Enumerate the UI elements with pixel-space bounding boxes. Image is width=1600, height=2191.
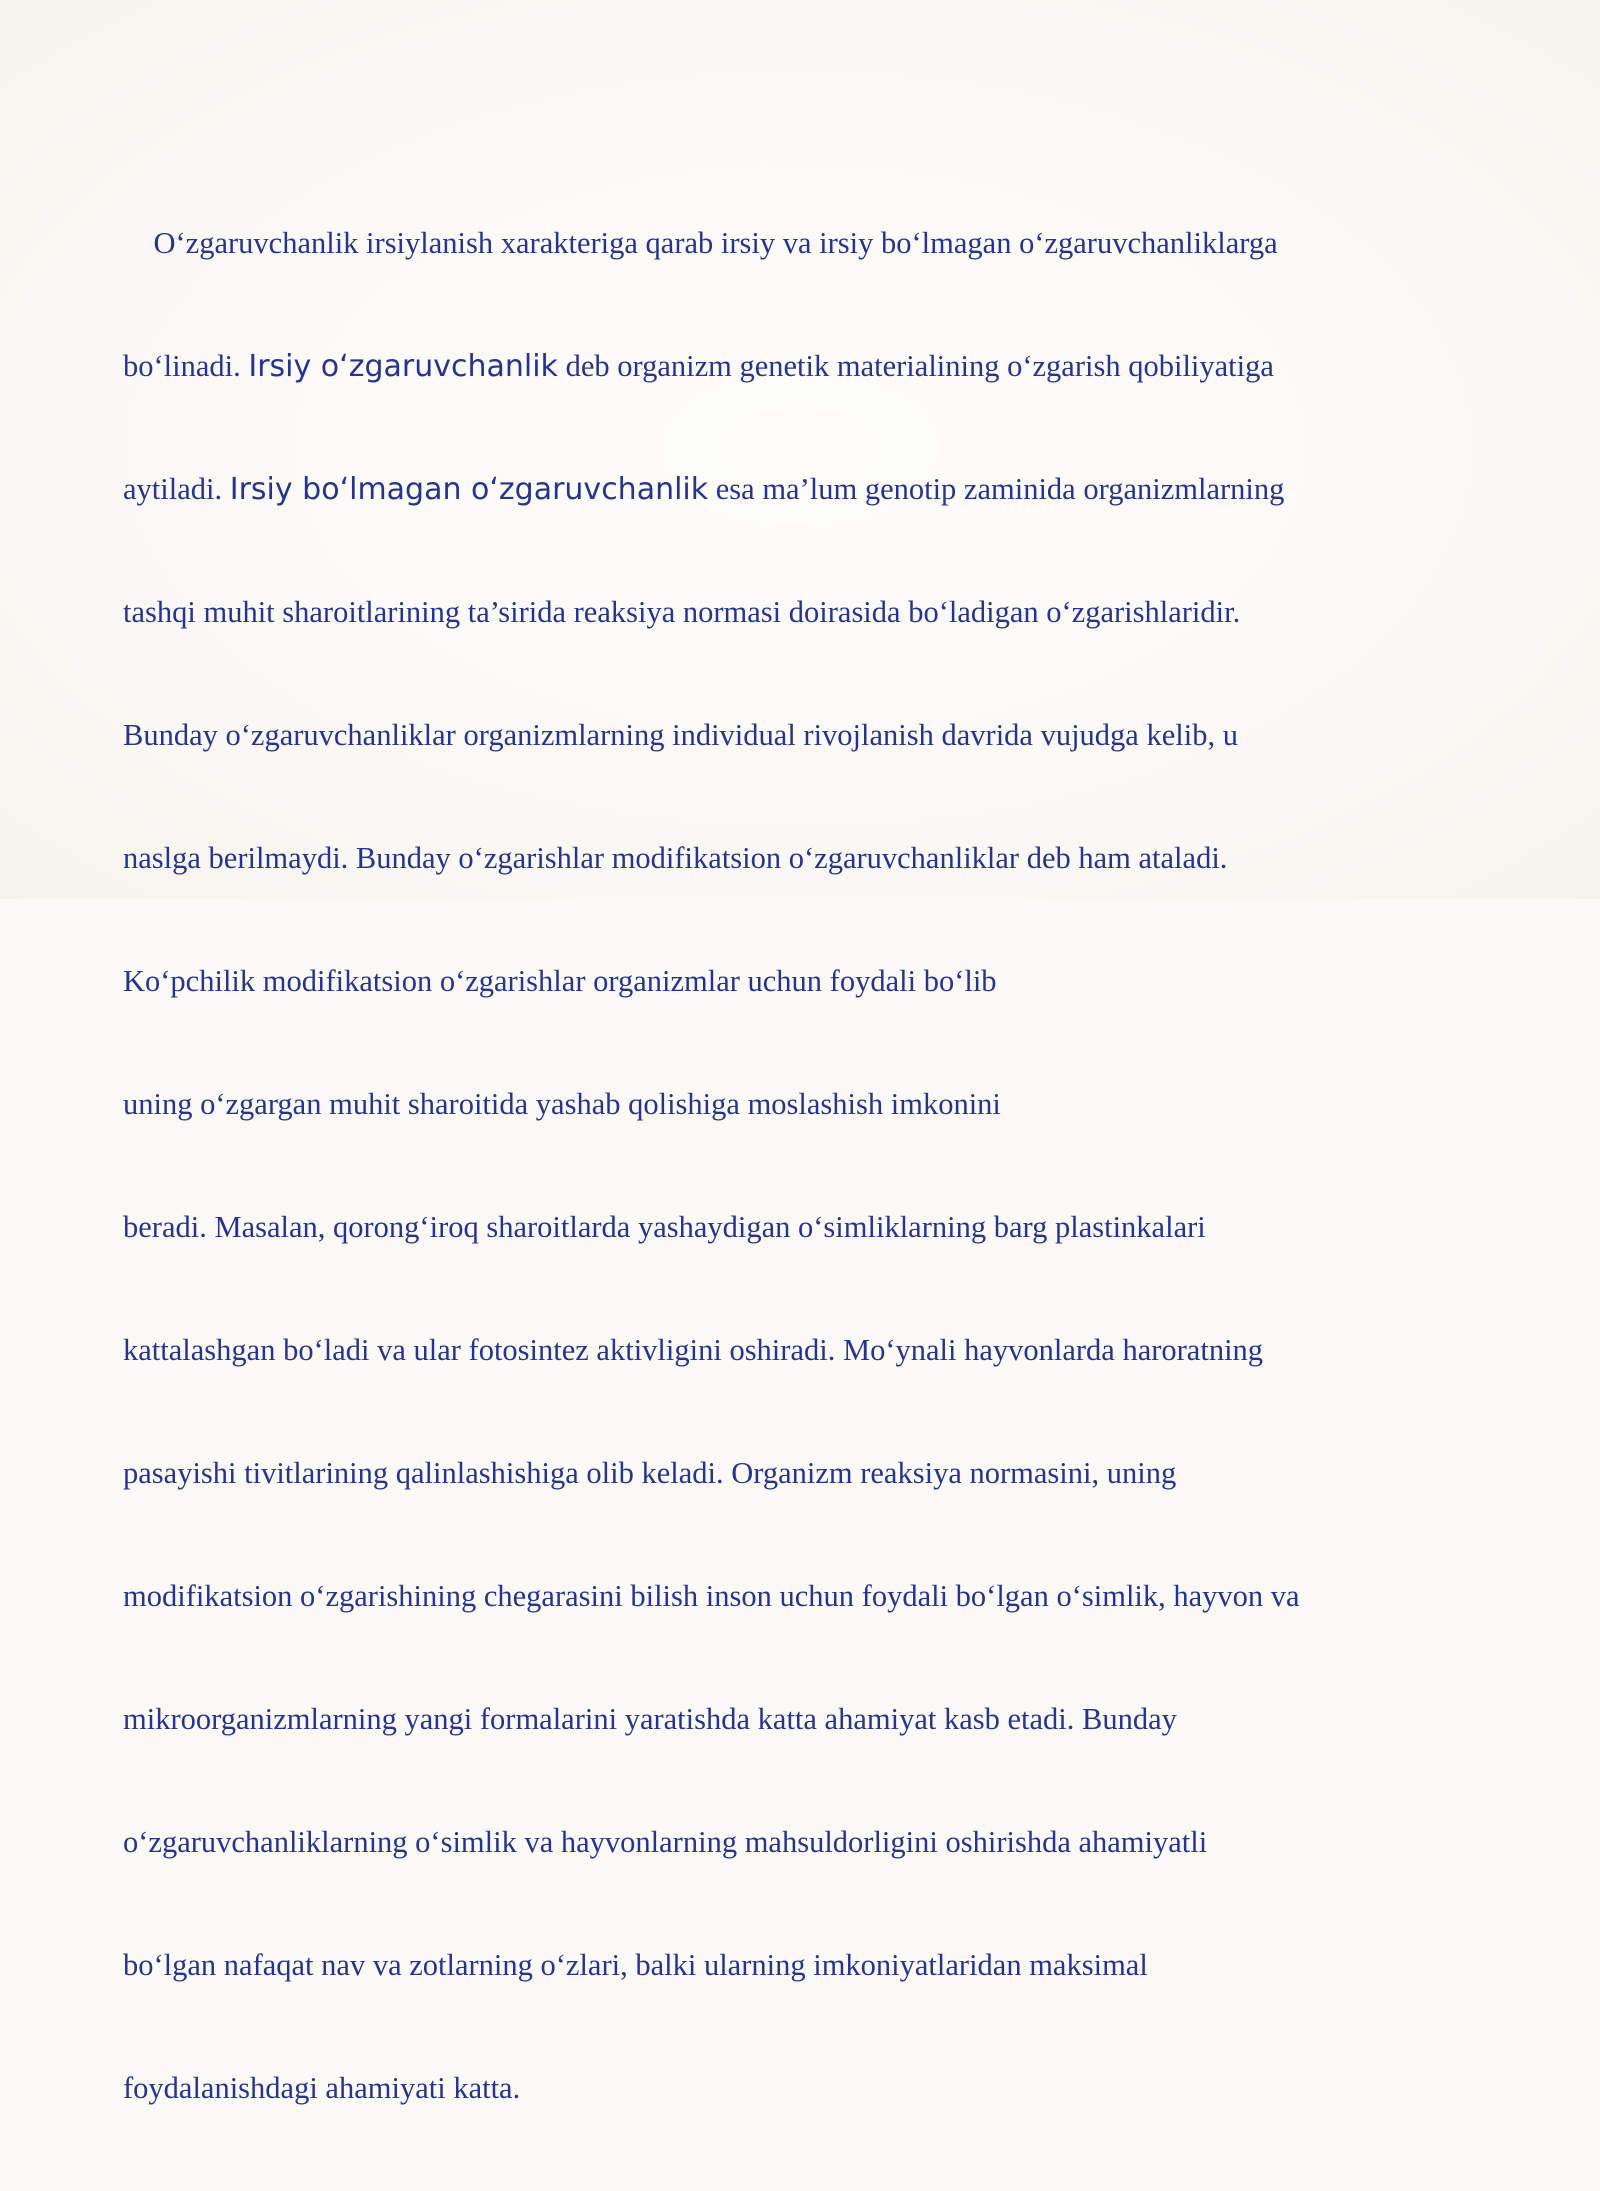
- text-line: [123, 469, 1453, 510]
- text-line: naslga berilmaydi. Bunday o‘zgarishlar modifikatsion o‘zgaruvchanliklar deb ham ataladi.: [123, 841, 1228, 875]
- term-heritable-variability: Irsiy o‘zgaruvchanlik: [248, 349, 558, 384]
- text-line: Bunday o‘zgaruvchanliklar organizmlarning individual rivojlanish davrida vujudga kelib, u: [123, 718, 1238, 752]
- text-line: uning o‘zgargan muhit sharoitida yashab qolishiga moslashish imkonini: [123, 1087, 1001, 1121]
- text-run: bo‘linadi.: [123, 349, 249, 383]
- text-line: beradi. Masalan, qorong‘iroq sharoitlarda yashaydigan o‘simliklarning barg plastinkalari: [123, 1210, 1206, 1244]
- text-line: mikroorganizmlarning yangi formalarini yaratishda katta ahamiyat kasb etadi. Bunday: [123, 1702, 1177, 1736]
- term-non-heritable-variability: Irsiy bo‘lmagan o‘zgaruvchanlik: [229, 472, 709, 507]
- text-line: pasayishi tivitlarining qalinlashishiga olib keladi. Organizm reaksiya normasini, uning: [123, 1456, 1177, 1490]
- text-line: [123, 346, 1453, 387]
- text-line: foydalanishdagi ahamiyati katta.: [123, 2071, 521, 2105]
- text-line: O‘zgaruvchanlik irsiylanish xarakteriga qarab irsiy va irsiy bo‘lmagan o‘zgaruvchanliklarga: [123, 226, 1278, 260]
- text-line: bo‘lgan nafaqat nav va zotlarning o‘zlari, balki ularning imkoniyatlaridan maksimal: [123, 1948, 1148, 1982]
- text-line: o‘zgaruvchanliklarning o‘simlik va hayvonlarning mahsuldorligini oshirishda ahamiyatli: [123, 1825, 1208, 1859]
- text-run: aytiladi.: [123, 472, 230, 506]
- text-line: modifikatsion o‘zgarishining chegarasini bilish inson uchun foydali bo‘lgan o‘simlik, hayvon va: [123, 1579, 1300, 1613]
- text-line: tashqi muhit sharoitlarining ta’sirida reaksiya normasi doirasida bo‘ladigan o‘zgarishlaridir.: [123, 595, 1241, 629]
- body-paragraph: [123, 141, 1453, 2191]
- text-run: deb organizm genetik materialining o‘zgarish qobiliyatiga: [557, 349, 1274, 383]
- text-run: esa ma’lum genotip zaminida organizmlarning: [708, 472, 1285, 506]
- text-line: Ko‘pchilik modifikatsion o‘zgarishlar organizmlar uchun foydali bo‘lib: [123, 964, 997, 998]
- text-line: kattalashgan bo‘ladi va ular fotosintez aktivligini oshiradi. Mo‘ynali hayvonlarda haroratning: [123, 1333, 1264, 1367]
